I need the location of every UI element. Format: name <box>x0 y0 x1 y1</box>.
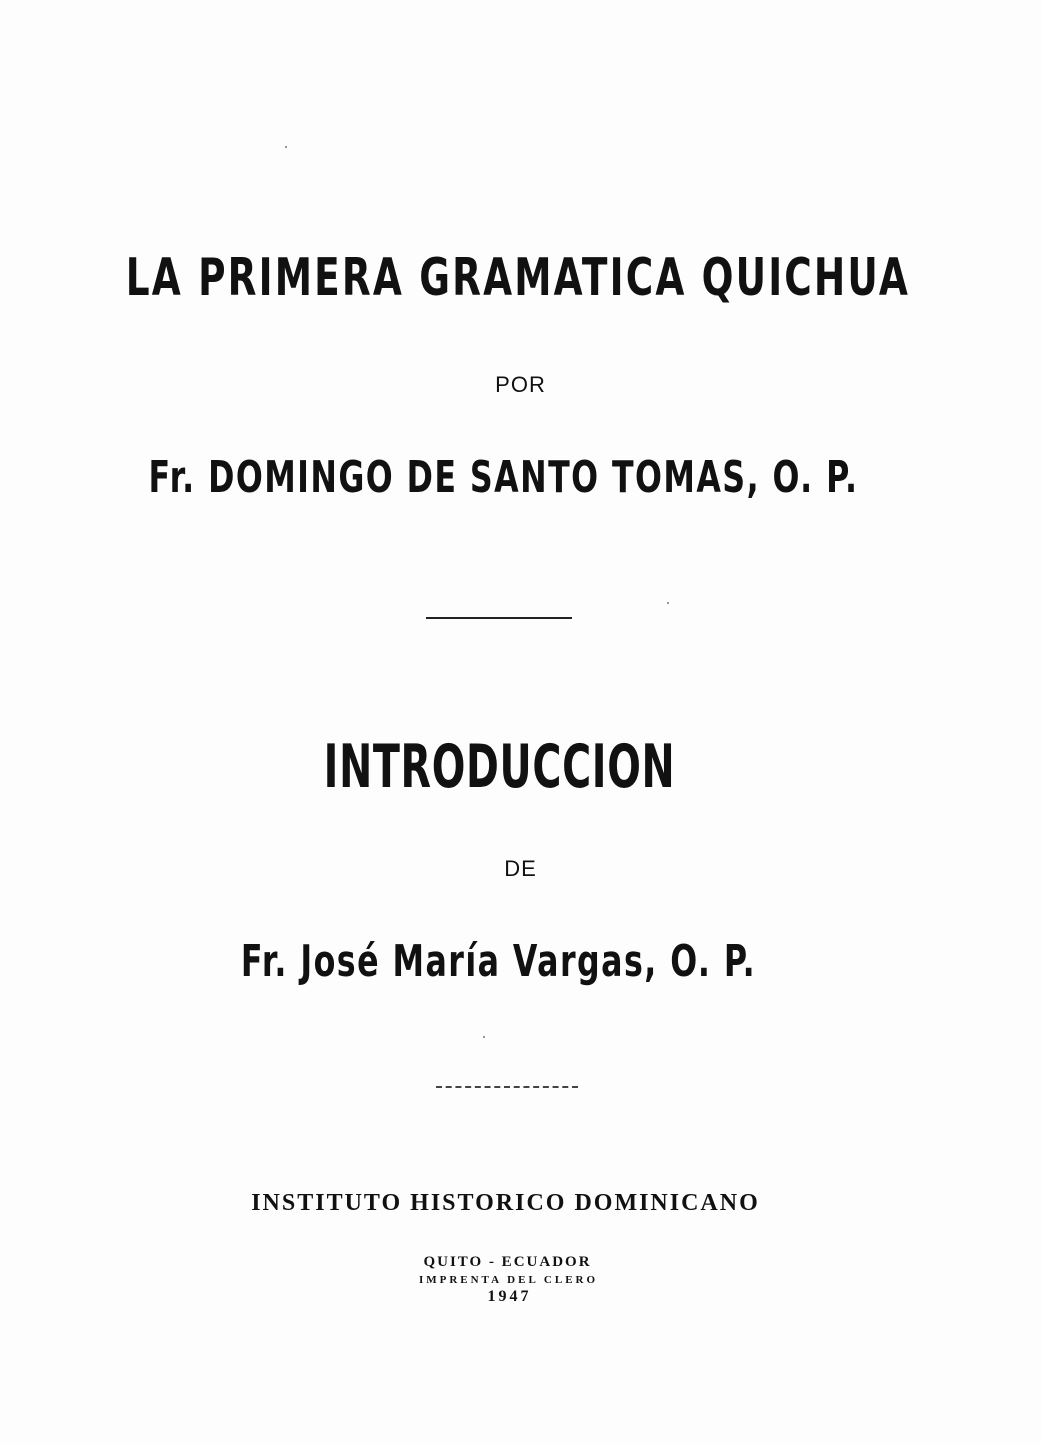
printing-press: IMPRENTA DEL CLERO <box>418 1274 599 1286</box>
introduction-heading: INTRODUCCION <box>323 732 676 802</box>
dashed-divider-rule <box>436 1086 578 1088</box>
by-label: POR <box>495 372 546 397</box>
book-author: Fr. DOMINGO DE SANTO TOMAS, O. P. <box>148 452 859 503</box>
of-label: DE <box>504 856 537 881</box>
publication-city: QUITO - ECUADOR <box>423 1254 592 1270</box>
divider-rule <box>426 617 572 619</box>
book-title: LA PRIMERA GRAMATICA QUICHUA <box>125 248 910 308</box>
publication-year: 1947 <box>487 1288 532 1305</box>
introduction-author: Fr. José María Vargas, O. P. <box>240 936 757 987</box>
print-speck <box>667 602 669 604</box>
publisher-name: INSTITUTO HISTORICO DOMINICANO <box>251 1190 760 1216</box>
print-speck <box>285 146 287 148</box>
print-speck <box>483 1036 485 1038</box>
